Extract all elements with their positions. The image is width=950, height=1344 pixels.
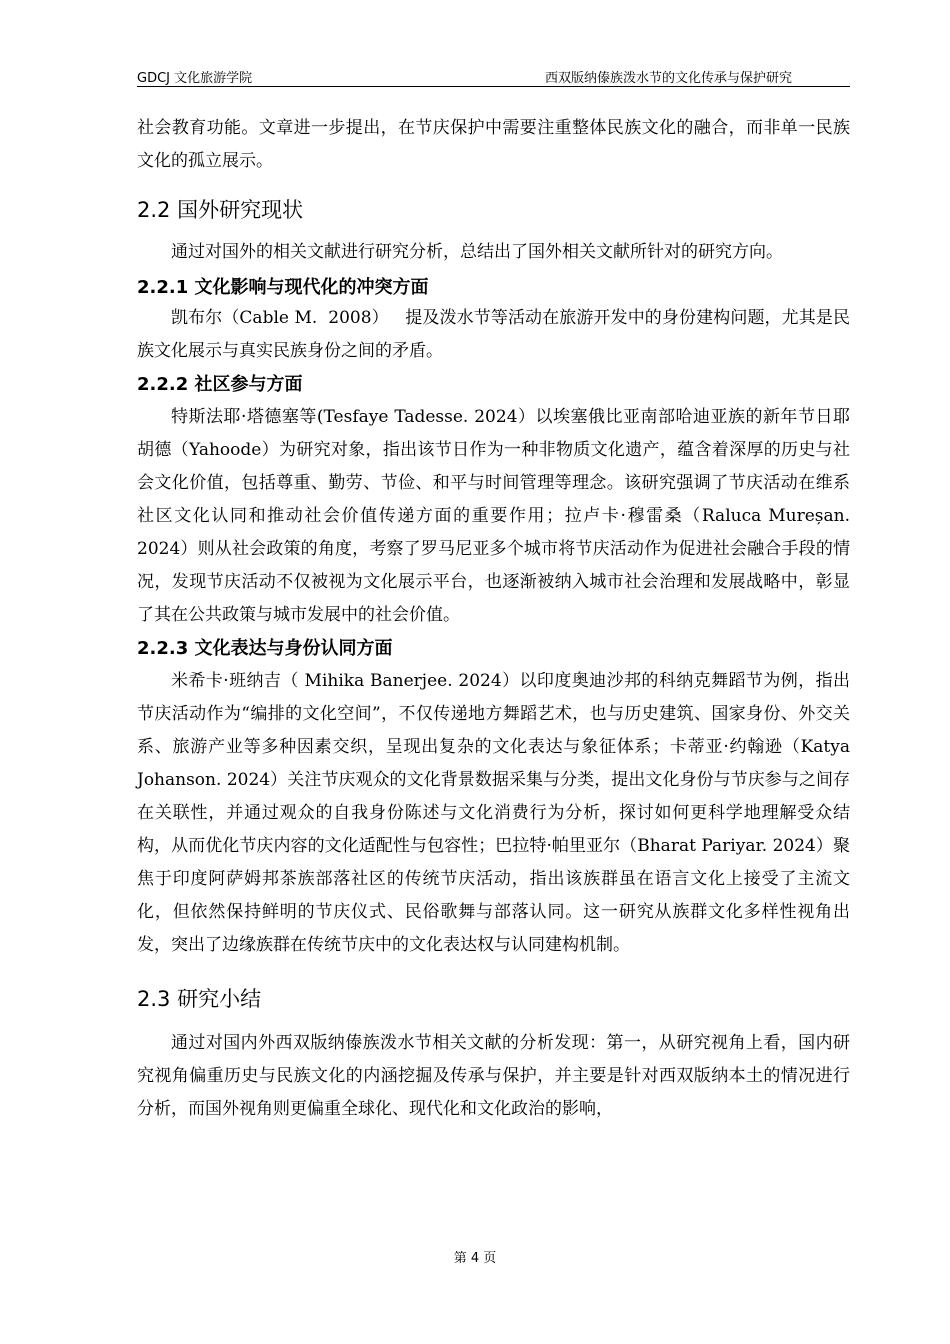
section-2-2-3-paragraph: 米希卡·班纳吉（ Mihika Banerjee. 2024）以印度奥迪沙邦的科纳克舞蹈节为例，指出节庆活动作为“编排的文化空间”，不仅传递地方舞蹈艺术，也与历史建筑、国家身份、外交关系、旅游产业等多种因素交织，呈现出复杂的文化表达与象征体系；卡蒂亚·约翰逊（Katya Johanson. 2024）关注节庆观众的文化背景数据采集与分类，提出文化身份与节庆参与之间存在关联性，并通过观众的自我身份陈述与文化消费行为分析，探讨如何更科学地理解受众结构，从而优化节庆内容的文化适配性与包容性；巴拉特·帕里亚尔（Bharat Pariyar. 2024）聚焦于印度阿萨姆邦茶族部落社区的传统节庆活动，指出该族群虽在语言文化上接受了主流文化，但依然保持鲜明的节庆仪式、民俗歌舞与部落认同。这一研究从族群文化多样性视角出发，突出了边缘族群在传统节庆中的文化表达权与认同建构机制。 <box>137 671 850 955</box>
section-2-3-paragraph: 通过对国内外西双版纳傣族泼水节相关文献的分析发现：第一，从研究视角上看，国内研究视角偏重历史与民族文化的内涵挖掘及传承与保护，并主要是针对西双版纳本土的情况进行分析，而国外视角则更偏重全球化、现代化和文化政治的影响， <box>137 1033 850 1119</box>
page-number: 第 4 页 <box>453 1251 497 1266</box>
section-2-2-1-heading: 2.2.1 文化影响与现代化的冲突方面 <box>137 277 429 298</box>
intro-paragraph: 社会教育功能。文章进一步提出，在节庆保护中需要注重整体民族文化的融合，而非单一民族文化的孤立展示。 <box>137 118 850 171</box>
section-2-2-1-paragraph: 凯布尔（Cable M. 2008） 提及泼水节等活动在旅游开发中的身份建构问题，尤其是民族文化展示与真实民族身份之间的矛盾。 <box>137 308 850 361</box>
section-2-2-2-paragraph: 特斯法耶·塔德塞等(Tesfaye Tadesse. 2024）以埃塞俄比亚南部哈迪亚族的新年节日耶胡德（Yahoode）为研究对象，指出该节日作为一种非物质文化遗产，蕴含着深厚的历史与社会文化价值，包括尊重、勤劳、节俭、和平与时间管理等理念。该研究强调了节庆活动在维系社区文化认同和推动社会价值传递方面的重要作用；拉卢卡·穆雷桑（Raluca Mureșan. 2024）则从社会政策的角度，考察了罗马尼亚多个城市将节庆活动作为促进社会融合手段的情况，发现节庆活动不仅被视为文化展示平台，也逐渐被纳入城市社会治理和发展战略中，彰显了其在公共政策与城市发展中的社会价值。 <box>137 407 850 625</box>
running-header <box>137 66 850 87</box>
section-2-2-paragraph: 通过对国外的相关文献进行研究分析，总结出了国外相关文献所针对的研究方向。 <box>171 242 783 262</box>
body-content <box>137 112 850 1126</box>
header-institution: GDCJ 文化旅游学院 <box>137 71 253 86</box>
section-2-3-heading: 2.3 研究小结 <box>137 987 262 1011</box>
header-paper-title: 西双版纳傣族泼水节的文化传承与保护研究 <box>544 71 792 86</box>
section-2-2-heading: 2.2 国外研究现状 <box>137 198 304 222</box>
section-2-2-2-heading: 2.2.2 社区参与方面 <box>137 374 303 395</box>
section-2-2-3-heading: 2.2.3 文化表达与身份认同方面 <box>137 638 393 659</box>
